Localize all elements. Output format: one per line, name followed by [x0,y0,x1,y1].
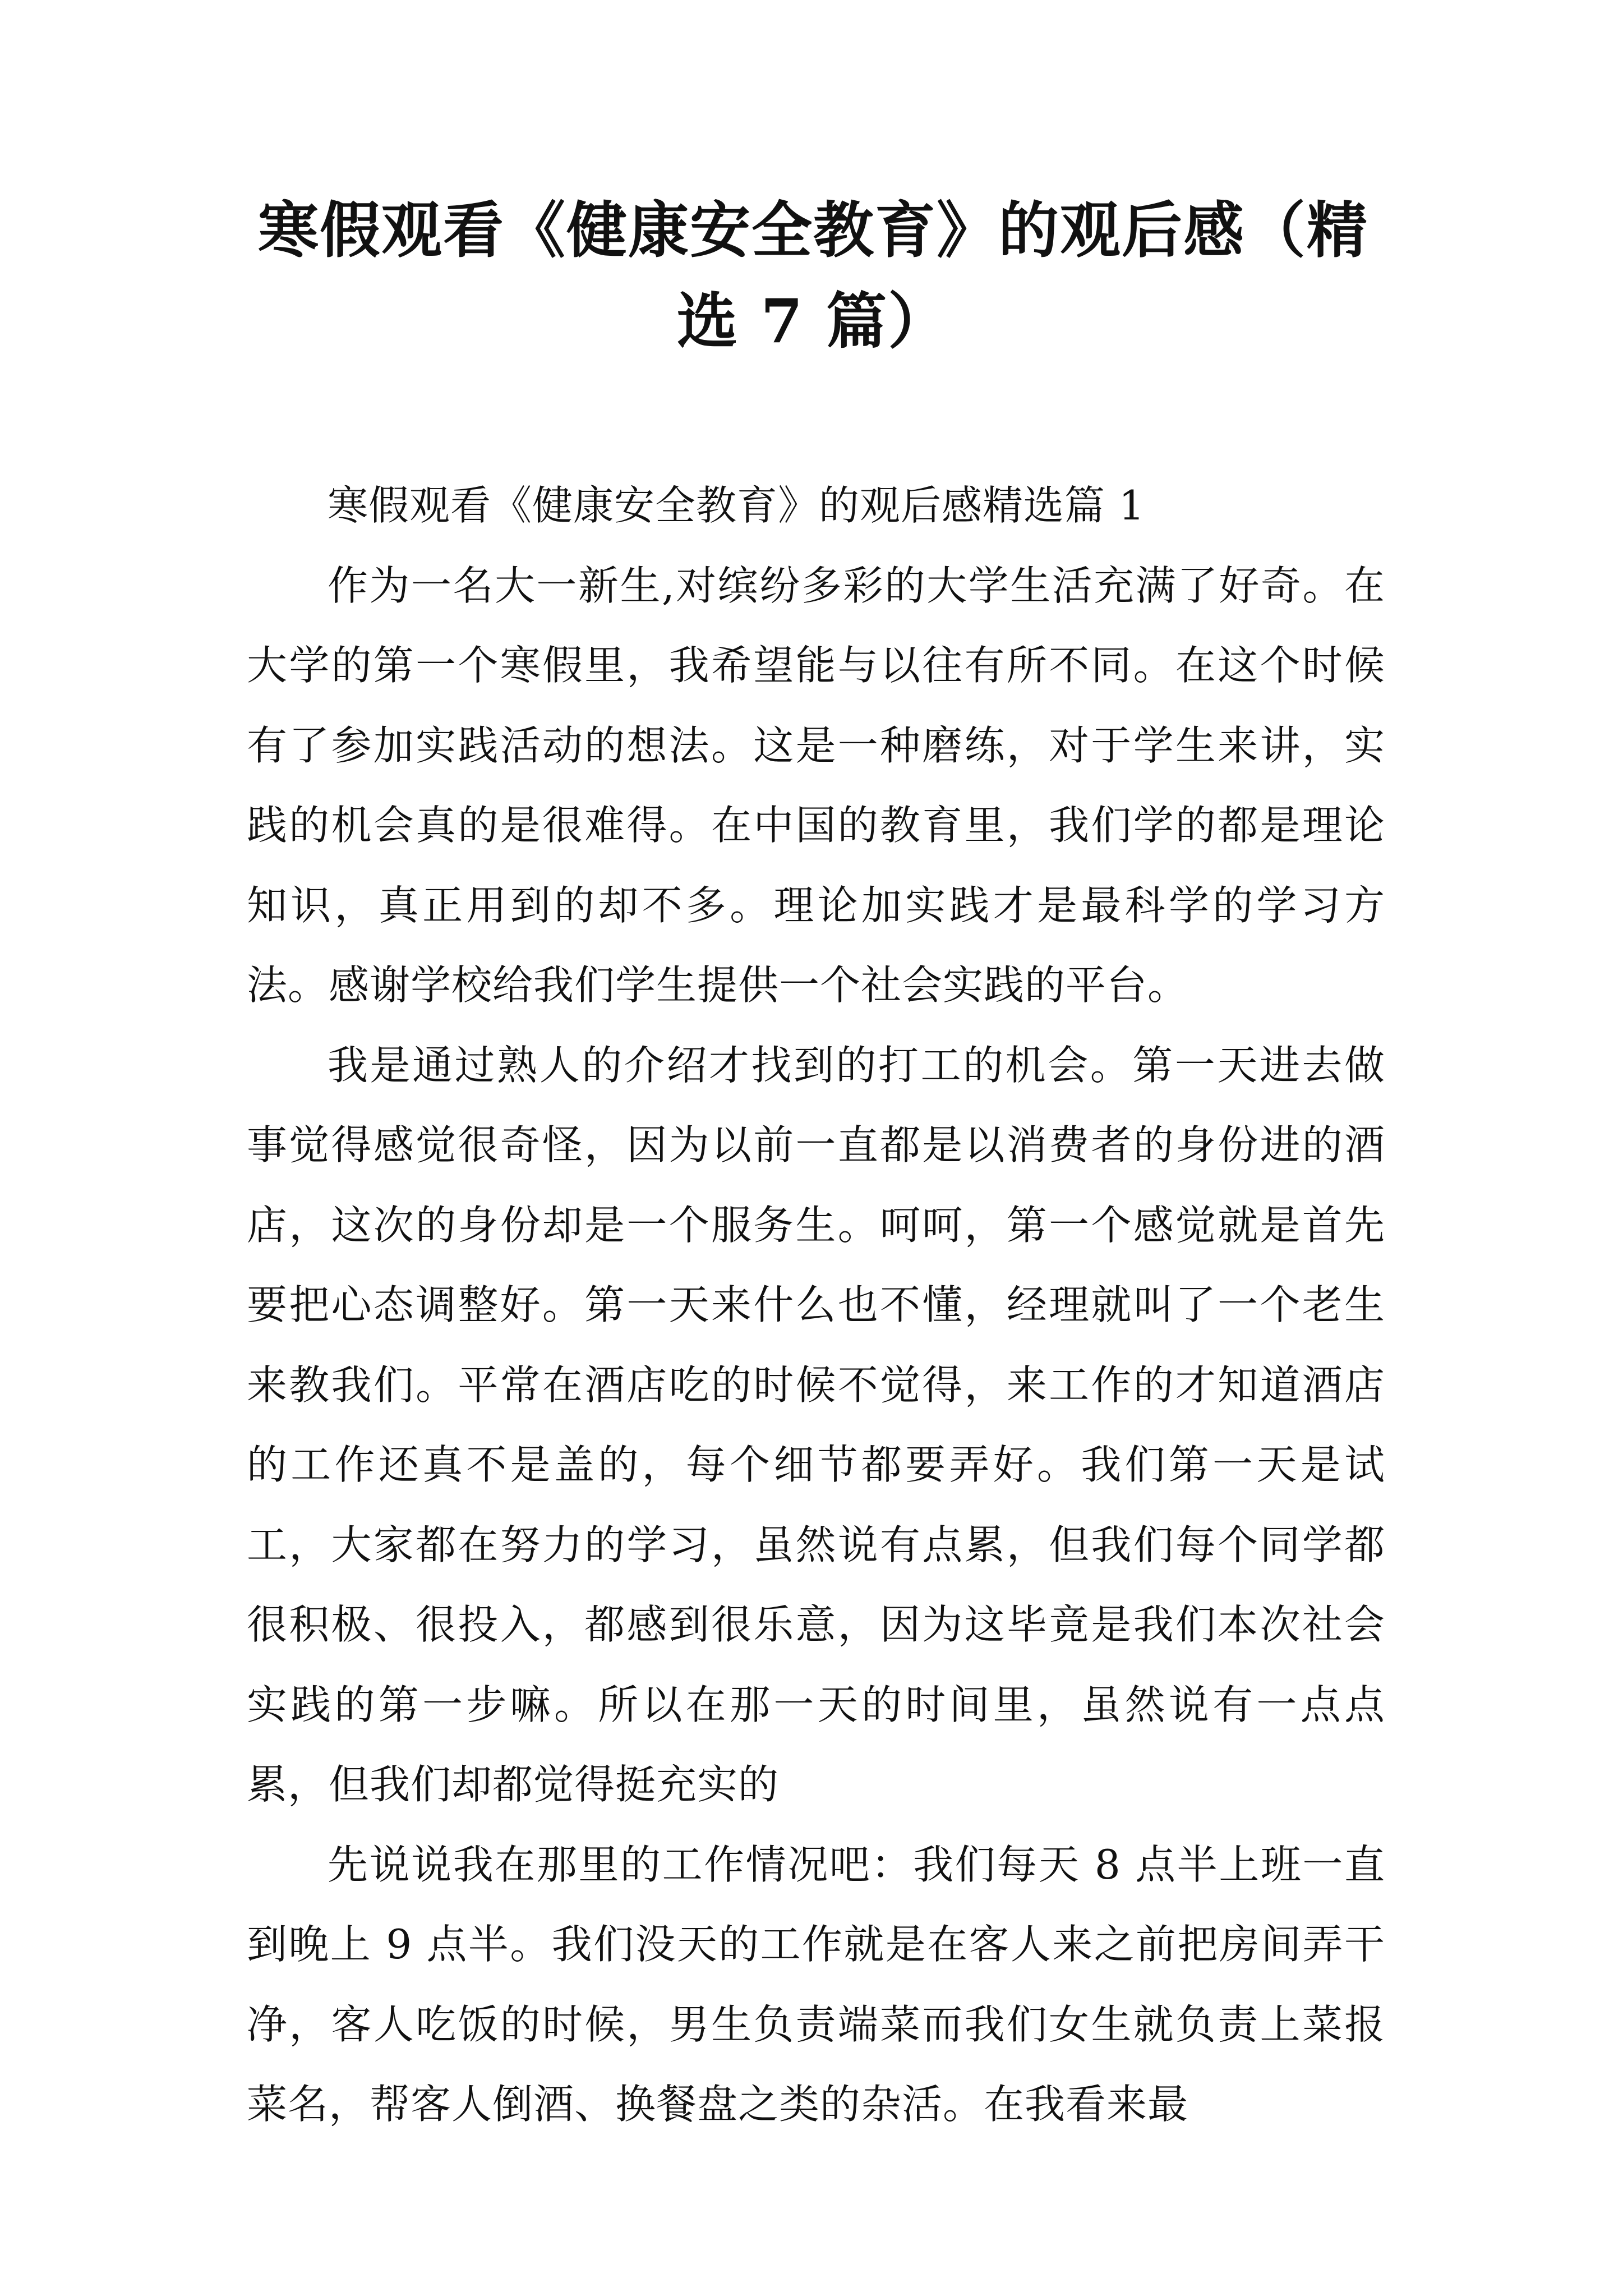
paragraph-1: 作为一名大一新生,对缤纷多彩的大学生活充满了好奇。在大学的第一个寒假里，我希望能与以往有所不同。在这个时候有了参加实践活动的想法。这是一种磨练，对于学生来讲，实践的机会真的是很难得。在中国的教育里，我们学的都是理论知识，真正用到的却不多。理论加实践才是最科学的学习方法。感谢学校给我们学生提供一个社会实践的平台。 [247,562,1385,1009]
document-body [247,466,1385,2145]
document-title: 寒假观看《健康安全教育》的观后感（精选 7 篇） [257,195,1368,357]
section-heading: 寒假观看《健康安全教育》的观后感精选篇 1 [328,482,1145,529]
paragraph-3: 先说说我在那里的工作情况吧：我们每天 8 点半上班一直到晚上 9 点半。我们没天的工作就是在客人来之前把房间弄干净，客人吃饭的时候，男生负责端菜而我们女生就负责上菜报菜名，帮客人倒酒、换餐盘之类的杂活。在我看来最 [247,1841,1385,2128]
paragraph-2: 我是通过熟人的介绍才找到的打工的机会。第一天进去做事觉得感觉很奇怪，因为以前一直都是以消费者的身份进的酒店，这次的身份却是一个服务生。呵呵，第一个感觉就是首先要把心态调整好。第一天来什么也不懂，经理就叫了一个老生来教我们。平常在酒店吃的时候不觉得，来工作的才知道酒店的工作还真不是盖的，每个细节都要弄好。我们第一天是试工，大家都在努力的学习，虽然说有点累，但我们每个同学都很积极、很投入，都感到很乐意，因为这毕竟是我们本次社会实践的第一步嘛。所以在那一天的时间里，虽然说有一点点累，但我们却都觉得挺充实的 [247,1041,1385,1808]
